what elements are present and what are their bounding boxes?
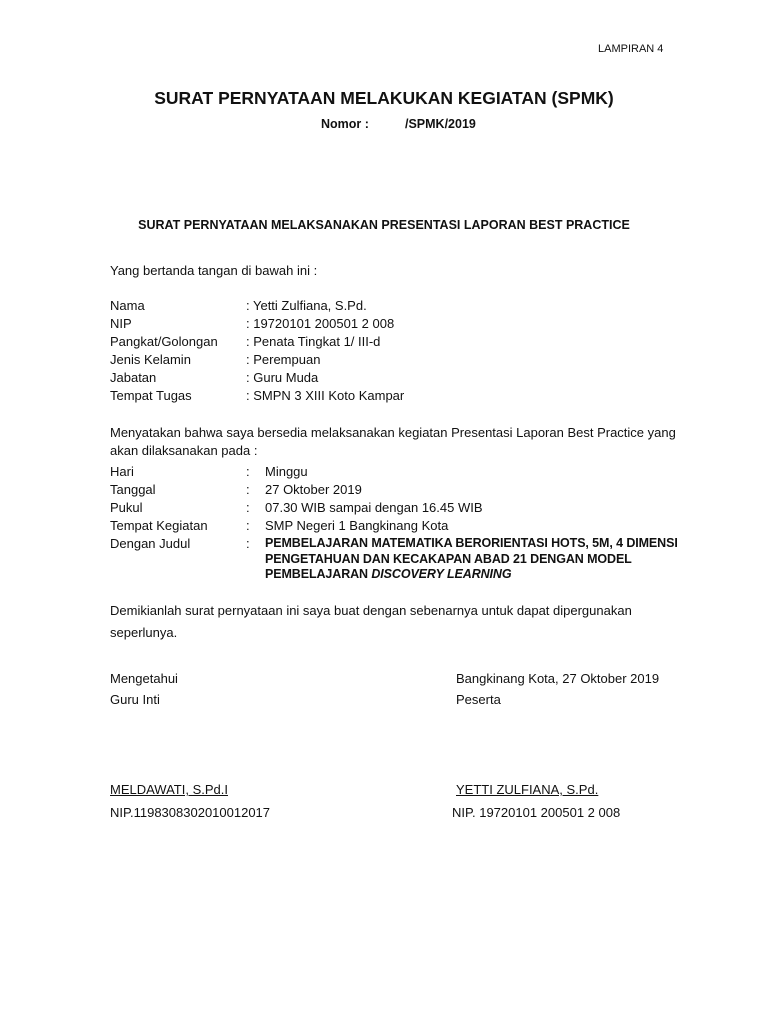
- identity-label: Tempat Tugas: [110, 388, 192, 403]
- event-value: 27 Oktober 2019: [265, 482, 362, 497]
- attachment-label: LAMPIRAN 4: [598, 43, 664, 55]
- presentation-title: [265, 536, 685, 583]
- presentation-title-main: PEMBELAJARAN MATEMATIKA BERORIENTASI HOTS, 5M, 4 DIMENSI PENGETAHUAN DAN KECAKAPAN ABAD 21 DENGAN MODEL PEMBELAJARAN: [265, 536, 678, 581]
- document-number-label: Nomor :: [321, 117, 369, 131]
- event-colon: :: [246, 500, 250, 515]
- event-value: SMP Negeri 1 Bangkinang Kota: [265, 518, 449, 533]
- identity-label: NIP: [110, 316, 132, 331]
- signer-role-left: Guru Inti: [110, 692, 160, 707]
- document-number-value: /SPMK/2019: [405, 117, 476, 131]
- identity-value: : 19720101 200501 2 008: [246, 316, 395, 331]
- event-value: 07.30 WIB sampai dengan 16.45 WIB: [265, 500, 483, 515]
- signer-name-left: MELDAWATI, S.Pd.I: [110, 782, 228, 797]
- place-date: Bangkinang Kota, 27 Oktober 2019: [456, 671, 660, 686]
- document-subtitle: SURAT PERNYATAAN MELAKSANAKAN PRESENTASI LAPORAN BEST PRACTICE: [138, 218, 630, 232]
- signer-nip-right: NIP. 19720101 200501 2 008: [452, 805, 621, 820]
- acknowledged-label: Mengetahui: [110, 671, 178, 686]
- identity-value: : Penata Tingkat 1/ III-d: [246, 334, 381, 349]
- identity-value: : SMPN 3 XIII Koto Kampar: [246, 388, 405, 403]
- event-colon: :: [246, 482, 250, 497]
- event-colon: :: [246, 464, 250, 479]
- event-colon: :: [246, 518, 250, 533]
- identity-label: Pangkat/Golongan: [110, 334, 218, 349]
- event-label: Pukul: [110, 500, 143, 515]
- signer-name-right: YETTI ZULFIANA, S.Pd.: [456, 782, 599, 797]
- event-label: Hari: [110, 464, 134, 479]
- identity-value: : Perempuan: [246, 352, 321, 367]
- statement-paragraph: Menyatakan bahwa saya bersedia melaksanakan kegiatan Presentasi Laporan Best Practice yang akan dilaksanakan pada :: [110, 425, 676, 458]
- presentation-title-italic: DISCOVERY LEARNING: [371, 567, 512, 581]
- event-label: Tanggal: [110, 482, 156, 497]
- identity-label: Jenis Kelamin: [110, 352, 191, 367]
- identity-label: Jabatan: [110, 370, 157, 385]
- identity-value: : Guru Muda: [246, 370, 319, 385]
- event-label: Tempat Kegiatan: [110, 518, 208, 533]
- event-value: Minggu: [265, 464, 308, 479]
- identity-value: : Yetti Zulfiana, S.Pd.: [246, 298, 367, 313]
- closing-paragraph: Demikianlah surat pernyataan ini saya buat dengan sebenarnya untuk dapat dipergunakan seperlunya.: [110, 603, 632, 640]
- signer-nip-left: NIP.1198308302010012017: [110, 805, 271, 820]
- identity-label: Nama: [110, 298, 145, 313]
- document-title: SURAT PERNYATAAN MELAKUKAN KEGIATAN (SPMK): [154, 88, 614, 108]
- intro-text: Yang bertanda tangan di bawah ini :: [110, 263, 318, 278]
- signer-role-right: Peserta: [456, 692, 501, 707]
- event-label: Dengan Judul: [110, 536, 191, 551]
- event-colon: :: [246, 536, 250, 551]
